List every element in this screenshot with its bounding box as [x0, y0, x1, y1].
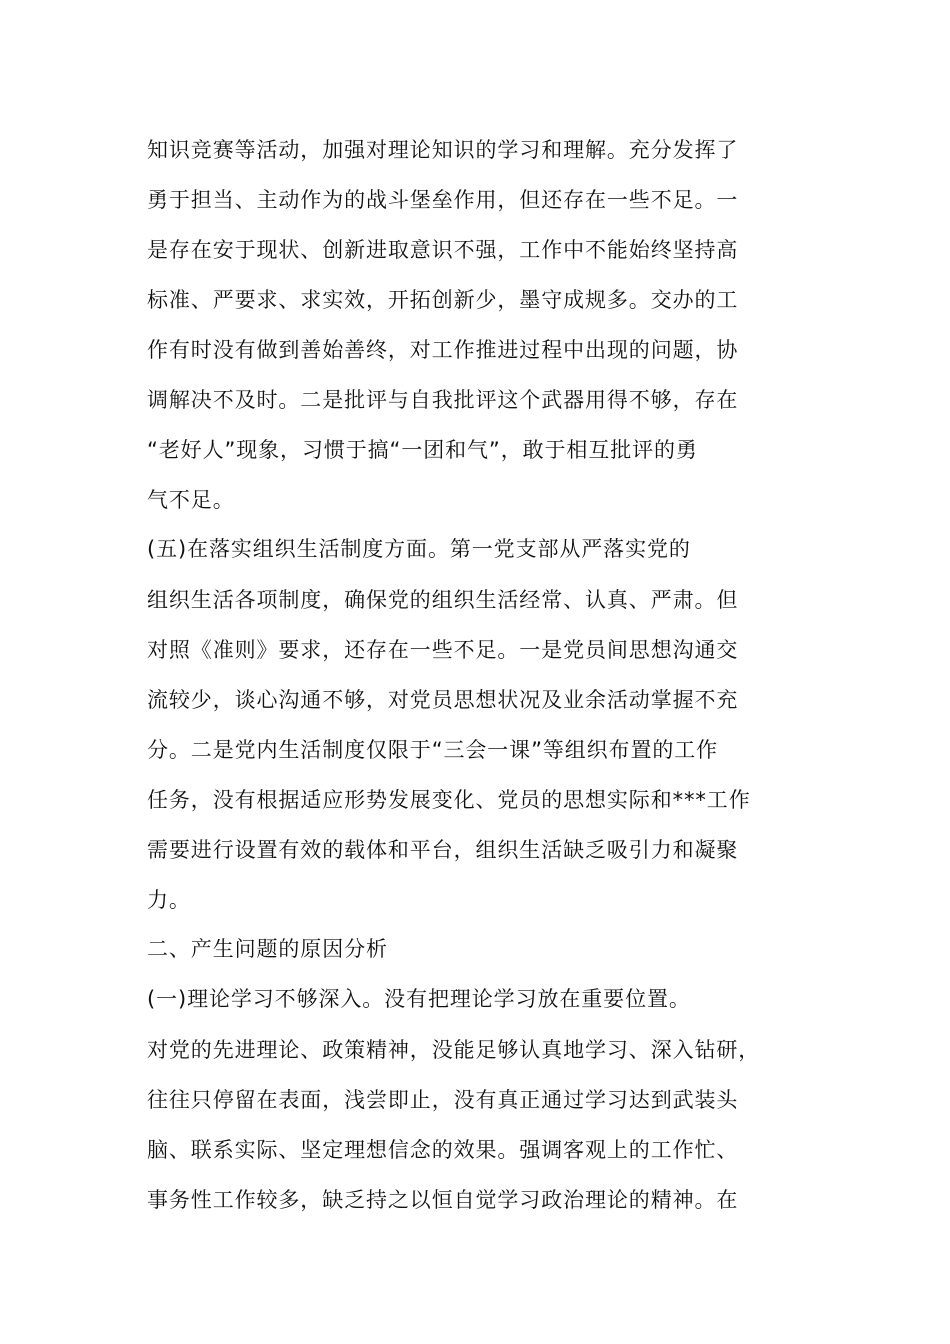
text-line: 流较少，谈心沟通不够，对党员思想状况及业余活动掌握不充: [147, 688, 739, 712]
text-line: 勇于担当、主动作为的战斗堡垒作用，但还存在一些不足。一: [147, 188, 739, 212]
text-line: 知识竞赛等活动，加强对理论知识的学习和理解。充分发挥了: [147, 138, 739, 162]
text-line: 标准、严要求、求实效，开拓创新少，墨守成规多。交办的工: [147, 288, 739, 312]
section-heading: (五)在落实组织生活制度方面。第一党支部从严落实党的: [147, 537, 691, 561]
text-line: 事务性工作较多，缺乏持之以恒自觉学习政治理论的精神。在: [147, 1188, 739, 1212]
subsection-heading: (一)理论学习不够深入。没有把理论学习放在重要位置。: [147, 987, 691, 1011]
text-line: 对党的先进理论、政策精神，没能足够认真地学习、深入钻研，: [147, 1038, 761, 1062]
text-line: 调解决不及时。二是批评与自我批评这个武器用得不够，存在: [147, 388, 739, 412]
text-line: 作有时没有做到善始善终，对工作推进过程中出现的问题，协: [147, 338, 739, 362]
text-line: 是存在安于现状、创新进取意识不强，工作中不能始终坚持高: [147, 238, 739, 262]
text-line: 需要进行设置有效的载体和平台，组织生活缺乏吸引力和凝聚: [147, 838, 739, 862]
text-line: 对照《准则》要求，还存在一些不足。一是党员间思想沟通交: [147, 638, 739, 662]
text-line: 力。: [147, 888, 191, 912]
text-line: 气不足。: [147, 488, 235, 512]
text-line: 脑、联系实际、坚定理想信念的效果。强调客观上的工作忙、: [147, 1138, 739, 1162]
text-line: 往往只停留在表面，浅尝即止，没有真正通过学习达到武装头: [147, 1088, 739, 1112]
section-heading: 二、产生问题的原因分析: [147, 937, 388, 961]
text-line: 分。二是党内生活制度仅限于“三会一课”等组织布置的工作: [147, 738, 719, 762]
text-line: 组织生活各项制度，确保党的组织生活经常、认真、严肃。但: [147, 588, 739, 612]
text-line: “老好人”现象，习惯于搞“一团和气”，敢于相互批评的勇: [147, 438, 698, 462]
text-line: 任务，没有根据适应形势发展变化、党员的思想实际和***工作: [147, 788, 751, 812]
